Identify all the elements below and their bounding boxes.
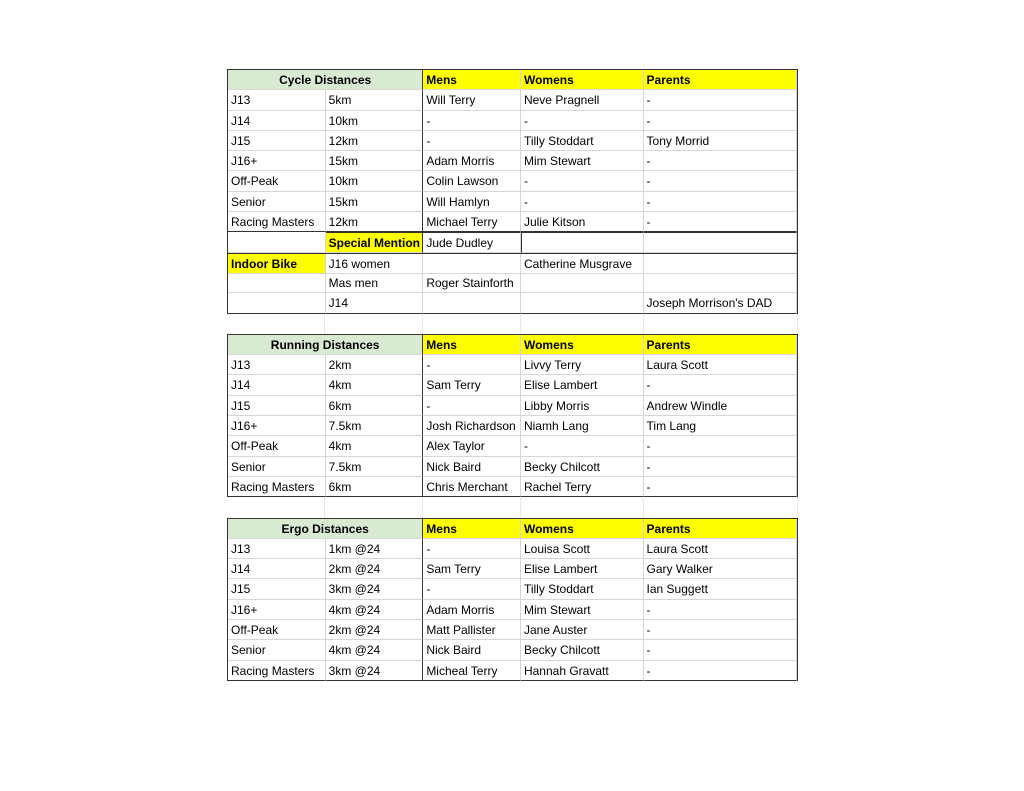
distance-cell: 6km xyxy=(326,396,424,416)
parents-cell: - xyxy=(644,640,797,660)
parents-cell: Laura Scott xyxy=(644,539,797,559)
cycle-body xyxy=(228,90,797,232)
parents-cell: Tony Morrid xyxy=(644,131,797,151)
parents-cell: - xyxy=(644,436,797,456)
distance-cell: 4km xyxy=(326,375,424,395)
mens-cell: - xyxy=(423,396,521,416)
womens-cell: Becky Chilcott xyxy=(521,457,644,477)
indoor-womens xyxy=(521,273,644,293)
womens-cell: - xyxy=(521,171,644,191)
results-sheet xyxy=(227,69,798,681)
special-mention-name: Jude Dudley xyxy=(423,232,521,252)
mens-cell: - xyxy=(423,355,521,375)
mens-header: Mens xyxy=(423,335,521,355)
parents-header: Parents xyxy=(644,70,797,90)
category-cell: J15 xyxy=(228,131,326,151)
womens-cell: Becky Chilcott xyxy=(521,640,644,660)
table-row xyxy=(228,111,797,131)
category-cell: J16+ xyxy=(228,416,326,436)
table-row xyxy=(228,355,797,375)
parents-cell: - xyxy=(644,192,797,212)
ergo-table xyxy=(227,518,798,681)
category-cell: Racing Masters xyxy=(228,661,326,681)
table-row xyxy=(228,600,797,620)
mens-cell: Adam Morris xyxy=(423,151,521,171)
womens-header: Womens xyxy=(521,70,644,90)
womens-cell: Elise Lambert xyxy=(521,559,644,579)
distance-cell: 2km @24 xyxy=(326,620,424,640)
womens-header: Womens xyxy=(521,519,644,539)
category-cell: J13 xyxy=(228,355,326,375)
empty-cell xyxy=(228,293,326,313)
parents-cell: Laura Scott xyxy=(644,355,797,375)
empty-cell xyxy=(228,273,326,293)
parents-cell: - xyxy=(644,661,797,681)
womens-cell: Tilly Stoddart xyxy=(521,579,644,599)
indoor-mens xyxy=(423,254,521,274)
cycle-header-row xyxy=(228,70,797,90)
spacer-row xyxy=(227,497,798,517)
womens-cell: Tilly Stoddart xyxy=(521,131,644,151)
parents-cell: - xyxy=(644,600,797,620)
special-mention-row xyxy=(228,232,797,252)
womens-cell: Jane Auster xyxy=(521,620,644,640)
womens-header: Womens xyxy=(521,335,644,355)
table-row xyxy=(228,192,797,212)
category-cell: J15 xyxy=(228,579,326,599)
indoor-parents xyxy=(644,273,797,293)
mens-cell: Chris Merchant xyxy=(423,477,521,497)
parents-header: Parents xyxy=(644,335,797,355)
distance-cell: 12km xyxy=(326,131,424,151)
indoor-row xyxy=(228,293,797,313)
special-mention-label: Special Mention xyxy=(326,232,424,252)
parents-cell: - xyxy=(644,457,797,477)
category-cell: J13 xyxy=(228,90,326,110)
distance-cell: 7.5km xyxy=(326,457,424,477)
indoor-parents xyxy=(644,254,797,274)
parents-cell: - xyxy=(644,620,797,640)
category-cell: J14 xyxy=(228,559,326,579)
running-table xyxy=(227,334,798,497)
womens-cell: Hannah Gravatt xyxy=(521,661,644,681)
ergo-title: Ergo Distances xyxy=(228,519,423,539)
category-cell: J16+ xyxy=(228,600,326,620)
womens-cell: Libby Morris xyxy=(521,396,644,416)
parents-cell: - xyxy=(644,477,797,497)
mens-cell: Sam Terry xyxy=(423,375,521,395)
category-cell: Senior xyxy=(228,192,326,212)
parents-header: Parents xyxy=(644,519,797,539)
empty-cell xyxy=(228,232,326,252)
parents-cell: - xyxy=(644,171,797,191)
womens-cell: Julie Kitson xyxy=(521,212,644,232)
mens-cell: Colin Lawson xyxy=(423,171,521,191)
mens-cell: Micheal Terry xyxy=(423,661,521,681)
category-cell: Racing Masters xyxy=(228,212,326,232)
table-row xyxy=(228,416,797,436)
table-row xyxy=(228,477,797,497)
cycle-table xyxy=(227,69,798,314)
womens-cell: Neve Pragnell xyxy=(521,90,644,110)
mens-cell: Nick Baird xyxy=(423,640,521,660)
indoor-cat: J14 xyxy=(326,293,424,313)
category-cell: Off-Peak xyxy=(228,436,326,456)
table-row xyxy=(228,661,797,681)
ergo-body xyxy=(228,539,797,681)
indoor-parents: Joseph Morrison's DAD xyxy=(644,293,797,313)
indoor-bike-row xyxy=(228,253,797,273)
distance-cell: 4km xyxy=(326,436,424,456)
womens-cell: Louisa Scott xyxy=(521,539,644,559)
running-header-row xyxy=(228,335,797,355)
table-row xyxy=(228,396,797,416)
category-cell: Senior xyxy=(228,457,326,477)
parents-cell: Ian Suggett xyxy=(644,579,797,599)
table-row xyxy=(228,620,797,640)
mens-header: Mens xyxy=(423,519,521,539)
parents-cell: Tim Lang xyxy=(644,416,797,436)
parents-cell: - xyxy=(644,375,797,395)
empty-cell xyxy=(644,232,797,252)
running-body xyxy=(228,355,797,497)
table-row xyxy=(228,151,797,171)
distance-cell: 12km xyxy=(326,212,424,232)
womens-cell: - xyxy=(521,436,644,456)
table-row xyxy=(228,559,797,579)
parents-cell: - xyxy=(644,90,797,110)
indoor-cat: Mas men xyxy=(326,273,424,293)
category-cell: J16+ xyxy=(228,151,326,171)
running-title: Running Distances xyxy=(228,335,423,355)
mens-cell: Adam Morris xyxy=(423,600,521,620)
mens-header: Mens xyxy=(423,70,521,90)
distance-cell: 1km @24 xyxy=(326,539,424,559)
distance-cell: 10km xyxy=(326,111,424,131)
table-row xyxy=(228,212,797,232)
mens-cell: Alex Taylor xyxy=(423,436,521,456)
distance-cell: 3km @24 xyxy=(326,579,424,599)
indoor-womens xyxy=(521,293,644,313)
distance-cell: 4km @24 xyxy=(326,600,424,620)
mens-cell: - xyxy=(423,579,521,599)
distance-cell: 2km @24 xyxy=(326,559,424,579)
distance-cell: 5km xyxy=(326,90,424,110)
category-cell: Senior xyxy=(228,640,326,660)
distance-cell: 10km xyxy=(326,171,424,191)
table-row xyxy=(228,539,797,559)
mens-cell: - xyxy=(423,131,521,151)
womens-cell: - xyxy=(521,192,644,212)
mens-cell: Matt Pallister xyxy=(423,620,521,640)
category-cell: Racing Masters xyxy=(228,477,326,497)
empty-cell xyxy=(521,232,644,252)
category-cell: J14 xyxy=(228,375,326,395)
table-row xyxy=(228,131,797,151)
mens-cell: Nick Baird xyxy=(423,457,521,477)
indoor-bike-label: Indoor Bike xyxy=(228,254,326,274)
parents-cell: Andrew Windle xyxy=(644,396,797,416)
mens-cell: Michael Terry xyxy=(423,212,521,232)
table-row xyxy=(228,171,797,191)
indoor-mens: Roger Stainforth xyxy=(423,273,521,293)
spacer-row xyxy=(227,314,798,334)
table-row xyxy=(228,457,797,477)
table-row xyxy=(228,436,797,456)
category-cell: J14 xyxy=(228,111,326,131)
indoor-womens: Catherine Musgrave xyxy=(521,254,644,274)
table-row xyxy=(228,90,797,110)
category-cell: J15 xyxy=(228,396,326,416)
indoor-cat: J16 women xyxy=(326,254,424,274)
distance-cell: 2km xyxy=(326,355,424,375)
womens-cell: Rachel Terry xyxy=(521,477,644,497)
womens-cell: Elise Lambert xyxy=(521,375,644,395)
mens-cell: Will Hamlyn xyxy=(423,192,521,212)
parents-cell: - xyxy=(644,212,797,232)
category-cell: Off-Peak xyxy=(228,171,326,191)
category-cell: Off-Peak xyxy=(228,620,326,640)
womens-cell: - xyxy=(521,111,644,131)
womens-cell: Mim Stewart xyxy=(521,151,644,171)
indoor-row xyxy=(228,273,797,293)
mens-cell: Josh Richardson xyxy=(423,416,521,436)
distance-cell: 15km xyxy=(326,192,424,212)
womens-cell: Niamh Lang xyxy=(521,416,644,436)
distance-cell: 6km xyxy=(326,477,424,497)
parents-cell: - xyxy=(644,111,797,131)
parents-cell: Gary Walker xyxy=(644,559,797,579)
indoor-mens xyxy=(423,293,521,313)
mens-cell: - xyxy=(423,111,521,131)
distance-cell: 7.5km xyxy=(326,416,424,436)
mens-cell: Sam Terry xyxy=(423,559,521,579)
womens-cell: Livvy Terry xyxy=(521,355,644,375)
table-row xyxy=(228,579,797,599)
distance-cell: 15km xyxy=(326,151,424,171)
mens-cell: Will Terry xyxy=(423,90,521,110)
table-row xyxy=(228,640,797,660)
ergo-header-row xyxy=(228,519,797,539)
mens-cell: - xyxy=(423,539,521,559)
table-row xyxy=(228,375,797,395)
womens-cell: Mim Stewart xyxy=(521,600,644,620)
parents-cell: - xyxy=(644,151,797,171)
distance-cell: 3km @24 xyxy=(326,661,424,681)
category-cell: J13 xyxy=(228,539,326,559)
distance-cell: 4km @24 xyxy=(326,640,424,660)
cycle-title: Cycle Distances xyxy=(228,70,423,90)
